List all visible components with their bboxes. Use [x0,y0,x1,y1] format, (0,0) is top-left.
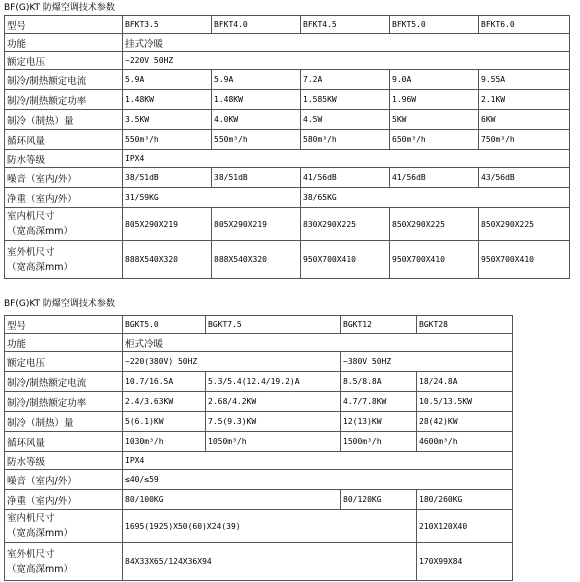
value-cell: 7.5(9.3)KW [206,412,341,432]
voltage-cell: ~220(380V) 50HZ [123,352,341,372]
row-label: 额定电压 [5,52,123,70]
value-cell: 1.585KW [301,90,390,110]
table-row [5,392,513,412]
row-label-line: 室外机尺寸 [7,548,55,560]
row-label-unit: （宽高深mm） [7,528,74,539]
row-label: 防水等级 [5,150,123,168]
value-cell: 2.4/3.63KW [123,392,206,412]
row-label: 制冷/制热额定电流 [5,372,123,392]
row-label: 净重（室内/外） [5,490,123,510]
table-row [5,34,570,52]
value-cell: 4.5W [301,110,390,130]
row-label: 制冷/制热额定电流 [5,70,123,90]
value-cell: 950X700X410 [479,241,570,279]
table-row [5,110,570,130]
value-cell: 1.48KW [212,90,301,110]
value-cell: 8.5/8.8A [341,372,417,392]
value-cell: 5.9A [123,70,212,90]
table-row [5,490,513,510]
value-cell: 28(42)KW [417,412,513,432]
value-cell: 18/24.8A [417,372,513,392]
row-label: 型号 [5,316,123,334]
value-cell: 9.0A [390,70,479,90]
table-row [5,208,570,241]
table-row [5,16,570,34]
value-cell: 888X540X320 [123,241,212,279]
row-label: 额定电压 [5,352,123,372]
table-row [5,510,513,543]
value-cell: 38/65KG [301,188,570,208]
value-cell: 550m³/h [212,130,301,150]
table-row [5,352,513,372]
table-row [5,241,570,279]
value-cell: 1030m³/h [123,432,206,452]
function-cell: 柜式冷暖 [123,334,513,352]
value-cell: 84X33X65/124X36X94 [123,543,417,581]
table-row [5,150,570,168]
table-row [5,412,513,432]
model-cell: BFKT6.0 [479,16,570,34]
value-cell: 5.9A [212,70,301,90]
model-cell: BGKT7.5 [206,316,341,334]
value-cell: 41/56dB [390,168,479,188]
value-cell: 4.0KW [212,110,301,130]
value-cell: 170X99X84 [417,543,513,581]
value-cell: 950X700X410 [301,241,390,279]
table-row [5,316,513,334]
row-label: 制冷（制热）量 [5,110,123,130]
value-cell: 550m³/h [123,130,212,150]
row-label: 功能 [5,34,123,52]
value-cell: 888X540X320 [212,241,301,279]
row-label: 噪音（室内/外） [5,470,123,490]
value-cell: 580m³/h [301,130,390,150]
value-cell: 4.7/7.8KW [341,392,417,412]
row-label: 循环风量 [5,432,123,452]
waterproof-cell: IPX4 [123,150,570,168]
row-label: 制冷（制热）量 [5,412,123,432]
row-label: 功能 [5,334,123,352]
table-row [5,130,570,150]
noise-cell: ≤40/≤59 [123,470,513,490]
value-cell: 80/120KG [341,490,417,510]
table-row [5,90,570,110]
row-label-line: 室内机尺寸 [7,211,55,222]
value-cell: 950X700X410 [390,241,479,279]
table-row [5,188,570,208]
value-cell: 43/56dB [479,168,570,188]
value-cell: 1.48KW [123,90,212,110]
table-row [5,372,513,392]
value-cell: 180/260KG [417,490,513,510]
table-row [5,452,513,470]
value-cell: 31/59KG [123,188,301,208]
value-cell: 805X290X219 [123,208,212,241]
value-cell: 41/56dB [301,168,390,188]
row-label: 制冷/制热额定功率 [5,392,123,412]
spec-table-cabinet-units [4,315,513,581]
model-cell: BGKT12 [341,316,417,334]
value-cell: 4600m³/h [417,432,513,452]
value-cell: 12(13)KW [341,412,417,432]
value-cell: 9.55A [479,70,570,90]
table-row [5,52,570,70]
row-label [5,208,123,241]
row-label-line: 室内机尺寸 [7,513,55,524]
row-label: 噪音（室内/外） [5,168,123,188]
row-label: 型号 [5,16,123,34]
row-label: 防水等级 [5,452,123,470]
value-cell: 6KW [479,110,570,130]
value-cell: 1695(1925)X50(60)X24(39) [123,510,417,543]
value-cell: 7.2A [301,70,390,90]
function-cell: 挂式冷暖 [123,34,570,52]
spec-table-wall-units [4,15,570,279]
value-cell: 10.7/16.5A [123,372,206,392]
value-cell: 3.5KW [123,110,212,130]
value-cell: 80/100KG [123,490,341,510]
model-cell: BFKT5.0 [390,16,479,34]
model-cell: BGKT28 [417,316,513,334]
model-cell: BFKT3.5 [123,16,212,34]
value-cell: 650m³/h [390,130,479,150]
row-label [5,510,123,543]
model-cell: BFKT4.0 [212,16,301,34]
value-cell: 38/51dB [212,168,301,188]
row-label-unit: （宽高深mm） [7,226,74,237]
table-row [5,543,513,581]
table1-title: BF(G)KT 防爆空调技术参数 [4,3,115,13]
value-cell: 5(6.1)KW [123,412,206,432]
model-cell: BFKT4.5 [301,16,390,34]
value-cell: 5KW [390,110,479,130]
table-row [5,334,513,352]
value-cell: 850X290X225 [479,208,570,241]
value-cell: 5.3/5.4(12.4/19.2)A [206,372,341,392]
row-label-unit: （宽高深mm） [7,563,74,575]
value-cell: 2.68/4.2KW [206,392,341,412]
table-row [5,168,570,188]
value-cell: 2.1KW [479,90,570,110]
value-cell: 1500m³/h [341,432,417,452]
table-row [5,70,570,90]
row-label-unit: （宽高深mm） [7,261,74,273]
row-label: 循环风量 [5,130,123,150]
row-label: 制冷/制热额定功率 [5,90,123,110]
table-row [5,432,513,452]
model-cell: BGKT5.0 [123,316,206,334]
value-cell: 1050m³/h [206,432,341,452]
value-cell: 210X120X40 [417,510,513,543]
voltage-cell: ~220V 50HZ [123,52,570,70]
row-label: 净重（室内/外） [5,188,123,208]
value-cell: 38/51dB [123,168,212,188]
value-cell: 850X290X225 [390,208,479,241]
waterproof-cell: IPX4 [123,452,513,470]
value-cell: 750m³/h [479,130,570,150]
value-cell: 10.5/13.5KW [417,392,513,412]
row-label-line: 室外机尺寸 [7,246,55,258]
value-cell: 830X290X225 [301,208,390,241]
voltage-cell: ~380V 50HZ [341,352,513,372]
value-cell: 1.96W [390,90,479,110]
row-label [5,241,123,279]
table2-title: BF(G)KT 防爆空调技术参数 [4,299,115,309]
value-cell: 805X290X219 [212,208,301,241]
row-label [5,543,123,581]
table-row [5,470,513,490]
